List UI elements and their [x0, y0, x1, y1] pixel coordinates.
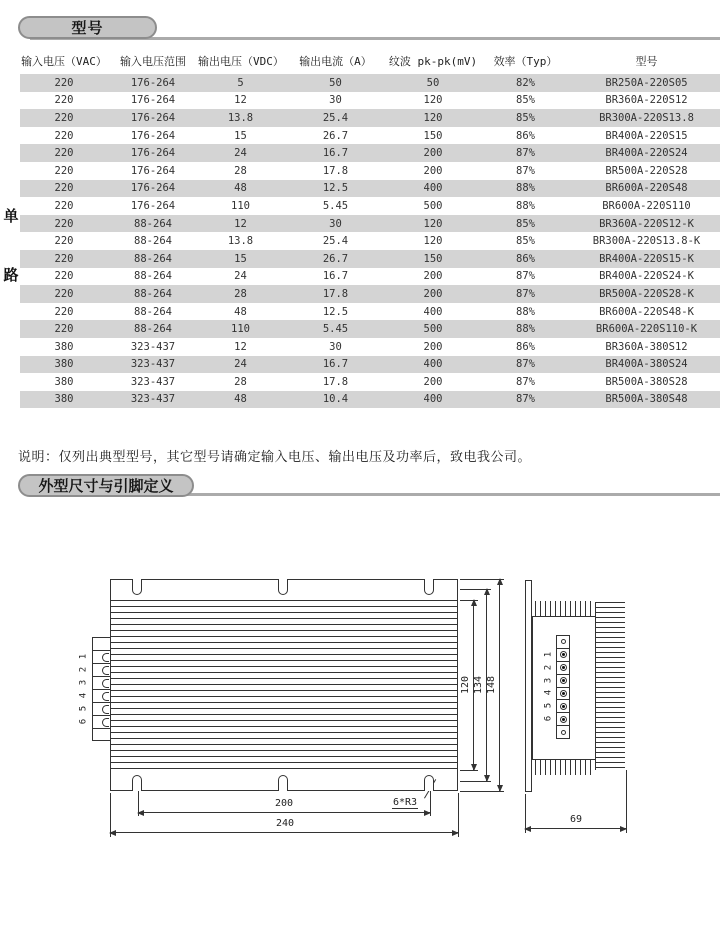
- dimension-drawing: [0, 540, 720, 870]
- dimension-text-69: 69: [569, 814, 583, 825]
- side-view-flange: [525, 580, 532, 792]
- table-cell: BR600A-220S110-K: [573, 320, 720, 338]
- table-cell: 323-437: [108, 356, 198, 374]
- models-table: [20, 48, 720, 408]
- pin-label: 1: [78, 653, 89, 660]
- table-cell: 500: [423, 199, 443, 212]
- pin-label: 4: [78, 692, 89, 699]
- table-row: [20, 74, 720, 92]
- table-cell: 85%: [516, 235, 535, 248]
- table-cell: 15: [234, 129, 247, 142]
- table-cell: 176-264: [130, 164, 176, 177]
- table-cell: BR600A-220S48: [573, 180, 720, 198]
- table-cell: 400: [388, 391, 478, 409]
- table-row: [20, 92, 720, 110]
- column-header: 输入电压（VAC）: [21, 55, 107, 68]
- table-cell: 500: [388, 320, 478, 338]
- table-cell: BR600A-220S110: [602, 199, 691, 212]
- pin-label: 5: [543, 702, 554, 709]
- table-row: [20, 232, 720, 250]
- row-group-label: 单: [3, 207, 19, 225]
- table-cell: BR360A-220S12: [605, 94, 688, 107]
- table-cell: BR400A-220S15: [605, 129, 688, 142]
- table-cell: 220: [20, 180, 108, 198]
- table-cell: 88%: [478, 180, 573, 198]
- note-text: 说明：仅列出典型型号，其它型号请确定输入电压、输出电压及功率后，致电我公司。: [18, 450, 532, 465]
- extension-line: [626, 770, 627, 833]
- table-cell: 200: [423, 340, 443, 353]
- table-cell: 88-264: [108, 215, 198, 233]
- table-cell: BR500A-380S48: [573, 391, 720, 409]
- table-cell: 220: [20, 285, 108, 303]
- table-cell: BR400A-220S15-K: [573, 250, 720, 268]
- table-cell: 24: [198, 144, 283, 162]
- table-cell: 220: [20, 250, 108, 268]
- heatsink-fins: [111, 600, 457, 770]
- table-cell: 85%: [478, 109, 573, 127]
- table-cell: 88-264: [134, 270, 172, 283]
- table-cell: 12.5: [283, 180, 388, 198]
- pin-label: 5: [78, 705, 89, 712]
- table-cell: 87%: [478, 144, 573, 162]
- table-cell: BR300A-220S13.8: [573, 109, 720, 127]
- terminal: [557, 661, 569, 674]
- table-cell: BR360A-380S12: [605, 340, 688, 353]
- table-cell: 26.7: [283, 250, 388, 268]
- table-cell: 380: [54, 375, 74, 388]
- column-header: 效率（Typ）: [493, 55, 558, 68]
- terminal: [93, 663, 110, 676]
- dimension-line-69: [525, 828, 626, 829]
- table-cell: 380: [20, 356, 108, 374]
- table-cell: 16.7: [283, 144, 388, 162]
- table-cell: 50: [388, 74, 478, 92]
- section-tab-models-label: 型号: [71, 19, 104, 37]
- table-cell: 25.4: [283, 109, 388, 127]
- table-cell: 200: [423, 270, 443, 283]
- table-cell: 86%: [478, 250, 573, 268]
- mount-hole: [557, 725, 569, 738]
- column-header: 纹波 pk-pk(mV): [388, 55, 478, 68]
- table-cell: 87%: [516, 164, 535, 177]
- pin-label: 4: [543, 689, 554, 696]
- screw-terminal-icon: [560, 690, 567, 697]
- table-cell: 30: [329, 340, 342, 353]
- table-cell: 400: [388, 180, 478, 198]
- screw-terminal-icon: [102, 705, 109, 714]
- table-cell: 220: [54, 235, 74, 248]
- table-cell: 87%: [478, 356, 573, 374]
- table-cell: 120: [388, 215, 478, 233]
- table-cell: 85%: [516, 94, 535, 107]
- table-cell: 220: [20, 74, 108, 92]
- terminal: [557, 687, 569, 700]
- table-row: [20, 391, 720, 409]
- table-row: [20, 127, 720, 145]
- table-cell: 28: [234, 375, 247, 388]
- screw-terminal-icon: [102, 666, 109, 675]
- column-header: 型号: [635, 55, 658, 68]
- table-cell: 87%: [478, 285, 573, 303]
- table-cell: 120: [388, 109, 478, 127]
- table-cell: 88%: [478, 320, 573, 338]
- table-cell: 176-264: [108, 109, 198, 127]
- screw-terminal-icon: [102, 692, 109, 701]
- table-row: [20, 144, 720, 162]
- table-cell: 323-437: [130, 340, 176, 353]
- row-group-label: 路: [3, 266, 19, 284]
- table-row: [20, 268, 720, 286]
- pin-label: 2: [543, 664, 554, 671]
- dimension-text-240: 240: [275, 818, 295, 829]
- table-cell: 26.7: [322, 129, 349, 142]
- mount-hole: [557, 636, 569, 648]
- table-cell: 220: [54, 129, 74, 142]
- table-cell: 200: [423, 375, 443, 388]
- fin-comb-top: [535, 601, 592, 616]
- terminal: [93, 715, 110, 728]
- mounting-notch: [278, 579, 288, 595]
- table-cell: 28: [234, 164, 247, 177]
- table-row: [20, 250, 720, 268]
- screw-terminal-icon: [560, 703, 567, 710]
- table-cell: 86%: [516, 340, 535, 353]
- table-cell: 400: [423, 305, 443, 318]
- table-cell: 88%: [516, 199, 535, 212]
- fin-comb-bottom: [535, 760, 592, 775]
- pin-label: 6: [543, 715, 554, 722]
- screw-terminal-icon: [560, 677, 567, 684]
- table-cell: 380: [54, 340, 74, 353]
- table-cell: 200: [388, 144, 478, 162]
- pin-label: 6: [78, 718, 89, 725]
- terminal-block-cap: [93, 728, 110, 740]
- table-cell: 176-264: [108, 180, 198, 198]
- table-cell: 30: [283, 215, 388, 233]
- table-cell: 380: [20, 391, 108, 409]
- table-cell: 110: [231, 199, 250, 212]
- table-cell: 5.45: [322, 199, 349, 212]
- table-cell: 220: [20, 109, 108, 127]
- column-header: 输出电流（A）: [299, 55, 372, 68]
- column-header: 输出电压（VDC）: [198, 55, 284, 68]
- table-row: [20, 215, 720, 233]
- table-cell: 48: [234, 305, 247, 318]
- table-cell: 150: [423, 129, 443, 142]
- table-cell: 220: [54, 164, 74, 177]
- table-cell: 17.8: [322, 375, 349, 388]
- table-cell: 25.4: [322, 235, 349, 248]
- terminal: [557, 712, 569, 725]
- table-cell: 220: [20, 144, 108, 162]
- table-cell: 176-264: [130, 129, 176, 142]
- table-cell: 176-264: [130, 199, 176, 212]
- hole-icon: [561, 639, 566, 644]
- dimension-line-240: [110, 832, 458, 833]
- table-cell: BR600A-220S48-K: [599, 305, 694, 318]
- table-cell: 17.8: [322, 164, 349, 177]
- table-cell: 5.45: [283, 320, 388, 338]
- table-cell: 10.4: [283, 391, 388, 409]
- mounting-notch: [278, 775, 288, 791]
- screw-terminal-icon: [560, 651, 567, 658]
- table-cell: 323-437: [108, 391, 198, 409]
- table-row: [20, 162, 720, 180]
- dimension-line-148: [499, 579, 500, 791]
- table-cell: 85%: [478, 215, 573, 233]
- table-cell: BR500A-220S28-K: [573, 285, 720, 303]
- table-cell: 5: [198, 74, 283, 92]
- screw-terminal-icon: [102, 653, 109, 662]
- dimension-line-200: [138, 812, 430, 813]
- table-cell: 88-264: [108, 250, 198, 268]
- table-cell: 12.5: [322, 305, 349, 318]
- table-row: [20, 373, 720, 391]
- table-header-row: [20, 48, 720, 74]
- table-cell: 87%: [516, 270, 535, 283]
- table-cell: 176-264: [130, 94, 176, 107]
- side-terminal-strip: [556, 635, 570, 739]
- table-cell: 200: [423, 164, 443, 177]
- pin-label: 3: [543, 677, 554, 684]
- table-cell: 16.7: [322, 270, 349, 283]
- table-cell: 220: [54, 270, 74, 283]
- table-cell: 220: [54, 199, 74, 212]
- table-cell: BR500A-220S28: [605, 164, 688, 177]
- table-cell: 88-264: [134, 235, 172, 248]
- dimension-text-120: 120: [460, 675, 471, 695]
- table-cell: BR500A-380S28: [605, 375, 688, 388]
- terminal: [557, 648, 569, 661]
- table-row: [20, 109, 720, 127]
- table-cell: 50: [283, 74, 388, 92]
- column-header: 输入电压范围: [120, 55, 186, 68]
- table-cell: 87%: [516, 375, 535, 388]
- pin-label: 2: [78, 666, 89, 673]
- table-row: [20, 303, 720, 321]
- table-row: [20, 356, 720, 374]
- mounting-notch: [424, 579, 434, 595]
- table-cell: 12: [198, 215, 283, 233]
- hole-icon: [561, 730, 566, 735]
- table-cell: 220: [54, 94, 74, 107]
- table-cell: 88-264: [108, 320, 198, 338]
- table-cell: 17.8: [283, 285, 388, 303]
- table-cell: 220: [20, 215, 108, 233]
- table-cell: 30: [329, 94, 342, 107]
- table-cell: 16.7: [283, 356, 388, 374]
- table-cell: 48: [198, 180, 283, 198]
- terminal: [93, 689, 110, 702]
- terminal: [93, 650, 110, 663]
- table-cell: 13.8: [198, 109, 283, 127]
- table-cell: 15: [198, 250, 283, 268]
- table-row: [20, 320, 720, 338]
- mounting-notch: [132, 579, 142, 595]
- table-cell: BR360A-220S12-K: [573, 215, 720, 233]
- screw-terminal-icon: [102, 718, 109, 727]
- terminal-block-cap: [93, 638, 110, 650]
- table-row: [20, 197, 720, 215]
- table-cell: 176-264: [108, 144, 198, 162]
- table-cell: 12: [234, 94, 247, 107]
- terminal: [93, 702, 110, 715]
- terminal: [557, 699, 569, 712]
- table-cell: 200: [388, 285, 478, 303]
- table-cell: 88-264: [134, 305, 172, 318]
- table-cell: 24: [234, 270, 247, 283]
- table-row: [20, 180, 720, 198]
- table-cell: 24: [198, 356, 283, 374]
- terminal: [557, 674, 569, 687]
- table-cell: 28: [198, 285, 283, 303]
- mounting-notch: [424, 775, 434, 791]
- table-cell: BR400A-220S24-K: [599, 270, 694, 283]
- table-cell: 176-264: [108, 74, 198, 92]
- dimension-text-148: 148: [486, 675, 497, 695]
- pin-label: 1: [543, 651, 554, 658]
- table-cell: 12: [234, 340, 247, 353]
- table-cell: 323-437: [130, 375, 176, 388]
- fin-comb-right: [595, 602, 625, 770]
- terminal-block: [92, 637, 111, 741]
- dimension-text-134: 134: [473, 675, 484, 695]
- table-cell: 220: [54, 305, 74, 318]
- table-cell: 88%: [516, 305, 535, 318]
- mounting-notch: [132, 775, 142, 791]
- table-row: [20, 338, 720, 356]
- screw-terminal-icon: [560, 716, 567, 723]
- table-cell: 400: [388, 356, 478, 374]
- models-table-body: [20, 74, 720, 408]
- section-tab-models: [18, 16, 157, 39]
- table-cell: 110: [198, 320, 283, 338]
- table-cell: 86%: [516, 129, 535, 142]
- terminal: [93, 676, 110, 689]
- table-row: [20, 285, 720, 303]
- section-tab-outline: [18, 474, 194, 497]
- table-cell: 220: [20, 320, 108, 338]
- table-cell: 82%: [478, 74, 573, 92]
- table-cell: 120: [423, 235, 443, 248]
- table-cell: BR400A-380S24: [573, 356, 720, 374]
- table-cell: BR250A-220S05: [573, 74, 720, 92]
- section-tab-outline-label: 外型尺寸与引脚定义: [38, 477, 174, 495]
- pin-label: 3: [78, 679, 89, 686]
- screw-terminal-icon: [102, 679, 109, 688]
- table-cell: BR300A-220S13.8-K: [592, 235, 701, 248]
- table-cell: BR400A-220S24: [573, 144, 720, 162]
- table-cell: 48: [198, 391, 283, 409]
- table-cell: 87%: [478, 391, 573, 409]
- table-cell: 88-264: [108, 285, 198, 303]
- screw-terminal-icon: [560, 664, 567, 671]
- dimension-text-200: 200: [274, 798, 294, 809]
- table-cell: 13.8: [227, 235, 254, 248]
- notch-radius-note: 6*R3: [393, 797, 418, 808]
- table-cell: 150: [388, 250, 478, 268]
- table-cell: 120: [423, 94, 443, 107]
